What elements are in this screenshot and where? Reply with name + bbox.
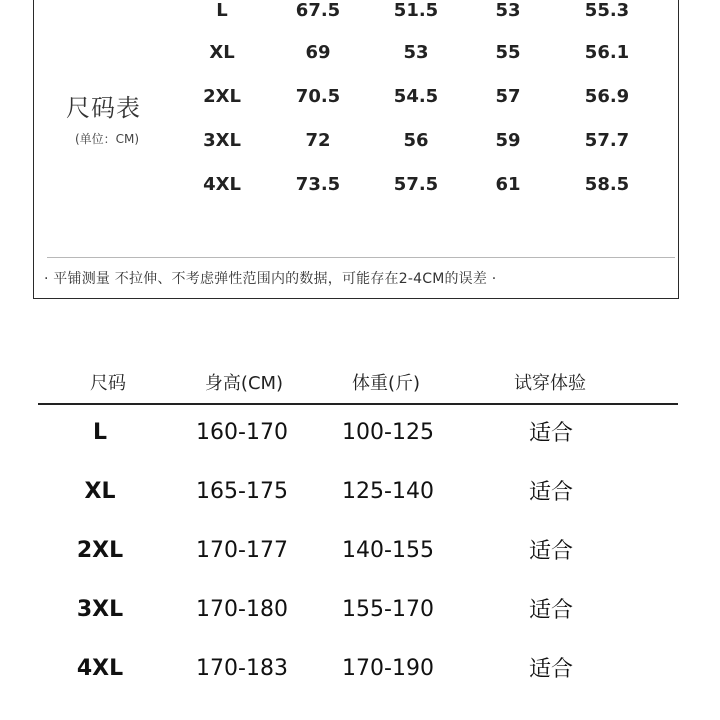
range-value: 170-177 [196, 538, 288, 563]
size-label: 4XL [76, 656, 124, 681]
measurement-value: 53 [403, 42, 429, 63]
unit-label: (单位：CM) [75, 132, 140, 146]
range-value: 100-125 [342, 420, 434, 445]
column-header: 体重(斤) [351, 373, 421, 394]
size-chart-title: 尺码表 [66, 94, 141, 122]
size-label: XL [209, 42, 235, 63]
range-value: 165-175 [196, 479, 288, 504]
header-divider [38, 403, 678, 405]
measurement-value: 56 [403, 130, 429, 151]
measurement-note: · 平铺测量 不拉伸、不考虑弹性范围内的数据，可能存在2-4CM的误差 · [44, 271, 497, 287]
fit-value: 适合 [528, 598, 574, 623]
size-label: 3XL [203, 130, 241, 151]
measurement-value: 70.5 [295, 86, 341, 107]
size-label: L [92, 420, 108, 445]
size-label: L [216, 0, 228, 21]
measurement-value: 67.5 [295, 0, 341, 21]
measurement-value: 61 [495, 174, 521, 195]
measurement-value: 51.5 [393, 0, 439, 21]
measurement-value: 58.5 [584, 174, 630, 195]
column-header: 身高(CM) [204, 373, 284, 394]
measurement-value: 55.3 [584, 0, 630, 21]
measurement-value: 55 [495, 42, 521, 63]
size-label: 2XL [203, 86, 241, 107]
measurement-value: 57.5 [393, 174, 439, 195]
fit-value: 适合 [528, 480, 574, 505]
range-value: 155-170 [342, 597, 434, 622]
measurement-value: 53 [495, 0, 521, 21]
measurement-value: 57 [495, 86, 521, 107]
fit-value: 适合 [528, 539, 574, 564]
range-value: 160-170 [196, 420, 288, 445]
measurement-value: 69 [305, 42, 331, 63]
range-value: 140-155 [342, 538, 434, 563]
measurement-value: 56.1 [584, 42, 630, 63]
fit-value: 适合 [528, 657, 574, 682]
range-value: 170-183 [196, 656, 288, 681]
size-chart-frame [33, 0, 679, 299]
measurement-value: 57.7 [584, 130, 630, 151]
measurement-value: 56.9 [584, 86, 630, 107]
column-header: 尺码 [90, 373, 126, 394]
size-label: 4XL [203, 174, 241, 195]
measurement-value: 72 [305, 130, 331, 151]
size-label: 2XL [76, 538, 124, 563]
measurement-value: 54.5 [393, 86, 439, 107]
fit-value: 适合 [528, 421, 574, 446]
measurement-value: 73.5 [295, 174, 341, 195]
divider [47, 257, 675, 258]
range-value: 170-190 [342, 656, 434, 681]
measurement-value: 59 [495, 130, 521, 151]
range-value: 170-180 [196, 597, 288, 622]
size-label: 3XL [76, 597, 124, 622]
range-value: 125-140 [342, 479, 434, 504]
size-label: XL [84, 479, 116, 504]
column-header: 试穿体验 [514, 373, 586, 394]
